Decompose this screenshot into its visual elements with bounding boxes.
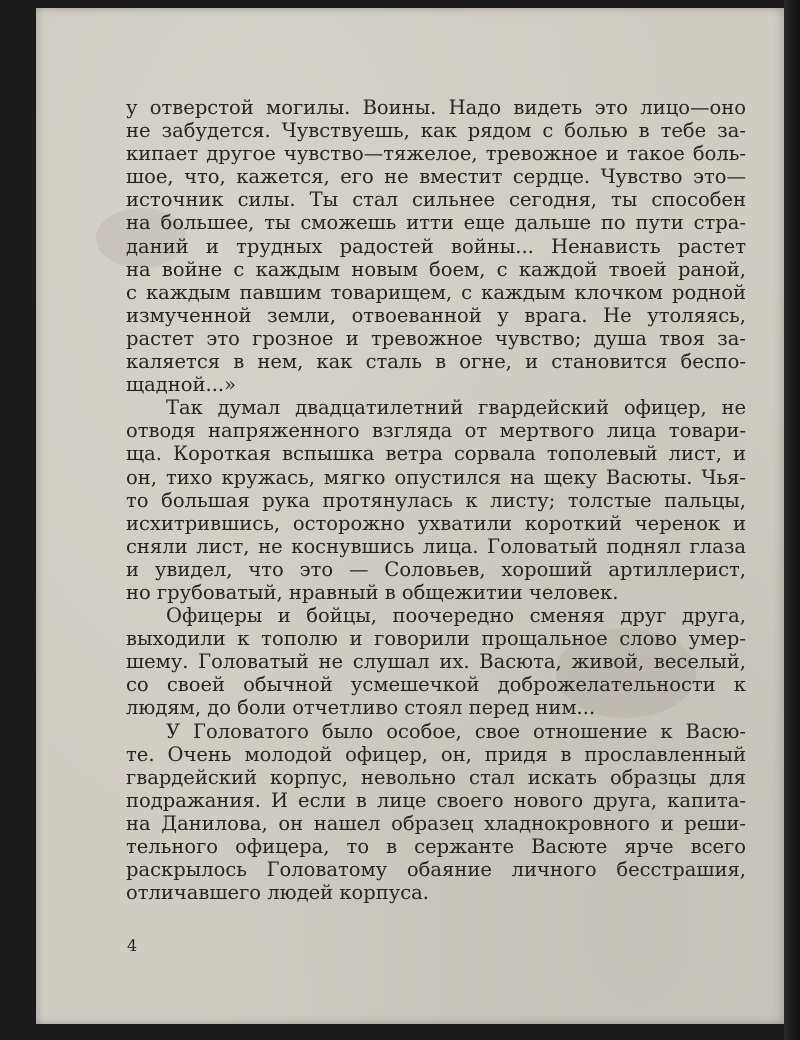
text-line: людям, до боли отчетливо стоял перед ним...	[126, 696, 596, 720]
text-line: отводя напряженного взгляда от мертвого лица товари-	[126, 419, 746, 443]
text-line: даний и трудных радостей войны... Ненависть растет	[126, 234, 746, 258]
text-line: раскрылось Головатому обаяние личного бесстрашия,	[126, 858, 746, 882]
text-line: у отверстой могилы. Воины. Надо видеть это лицо—оно	[126, 96, 746, 119]
text-line: каляется в нем, как сталь в огне, и становится беспо-	[126, 350, 746, 374]
text-line: те. Очень молодой офицер, он, придя в прославленный	[126, 742, 746, 766]
book-spine-edge	[784, 0, 800, 1040]
text-line: отличавшего людей корпуса.	[126, 881, 429, 905]
text-line: выходили к тополю и говорили прощальное слово умер-	[126, 627, 746, 651]
text-line: не забудется. Чувствуешь, как рядом с болью в тебе за-	[126, 119, 746, 143]
text-line: со своей обычной усмешечкой доброжелательности к	[126, 673, 746, 697]
text-line: измученной земли, отвоеванной у врага. Не утоляясь,	[126, 303, 746, 327]
text-line: ща. Короткая вспышка ветра сорвала тополевый лист, и	[126, 442, 746, 466]
text-line: тельного офицера, то в сержанте Васюте ярче всего	[126, 835, 746, 858]
page-number: 4	[127, 936, 138, 955]
text-line: исхитрившись, осторожно ухватили короткий черенок и	[126, 511, 746, 535]
text-line: кипает другое чувство—тяжелое, тревожное и такое боль-	[126, 142, 746, 166]
body-text	[126, 96, 746, 904]
text-line: то большая рука протянулась к листу; толстые пальцы,	[126, 488, 746, 512]
text-line: на большее, ты сможешь итти еще дальше по пути стра-	[126, 211, 746, 235]
paragraph-start-line: У Головатого было особое, свое отношение к Васю-	[166, 719, 746, 743]
paragraph-start-line: Так думал двадцатилетний гвардейский офицер, не	[166, 396, 746, 420]
text-line: но грубоватый, нравный в общежитии человек.	[126, 580, 619, 604]
text-line: щадной...»	[126, 373, 237, 397]
text-line: шему. Головатый не слушал их. Васюта, живой, веселый,	[126, 650, 746, 674]
text-line: он, тихо кружась, мягко опустился на щеку Васюты. Чья-	[126, 465, 746, 489]
paragraph-start-line: Офицеры и бойцы, поочередно сменяя друг друга,	[166, 604, 746, 628]
text-line: на войне с каждым новым боем, с каждой твоей раной,	[126, 257, 746, 281]
text-line: шое, что, кажется, его не вместит сердце. Чувство это—	[126, 165, 746, 189]
text-line: источник силы. Ты стал сильнее сегодня, ты способен	[126, 188, 746, 212]
text-line: на Данилова, он нашел образец хладнокровного и реши-	[126, 811, 746, 835]
text-line: и увидел, что это — Соловьев, хороший артиллерист,	[126, 557, 746, 581]
text-line: растет это грозное и тревожное чувство; душа твоя за-	[126, 326, 746, 350]
text-line: сняли лист, не коснувшись лица. Головатый поднял глаза	[126, 534, 746, 558]
text-line: с каждым павшим товарищем, с каждым клочком родной	[126, 280, 746, 304]
text-line: гвардейский корпус, невольно стал искать образцы для	[126, 765, 746, 789]
text-line: подражания. И если в лице своего нового друга, капита-	[126, 788, 746, 812]
